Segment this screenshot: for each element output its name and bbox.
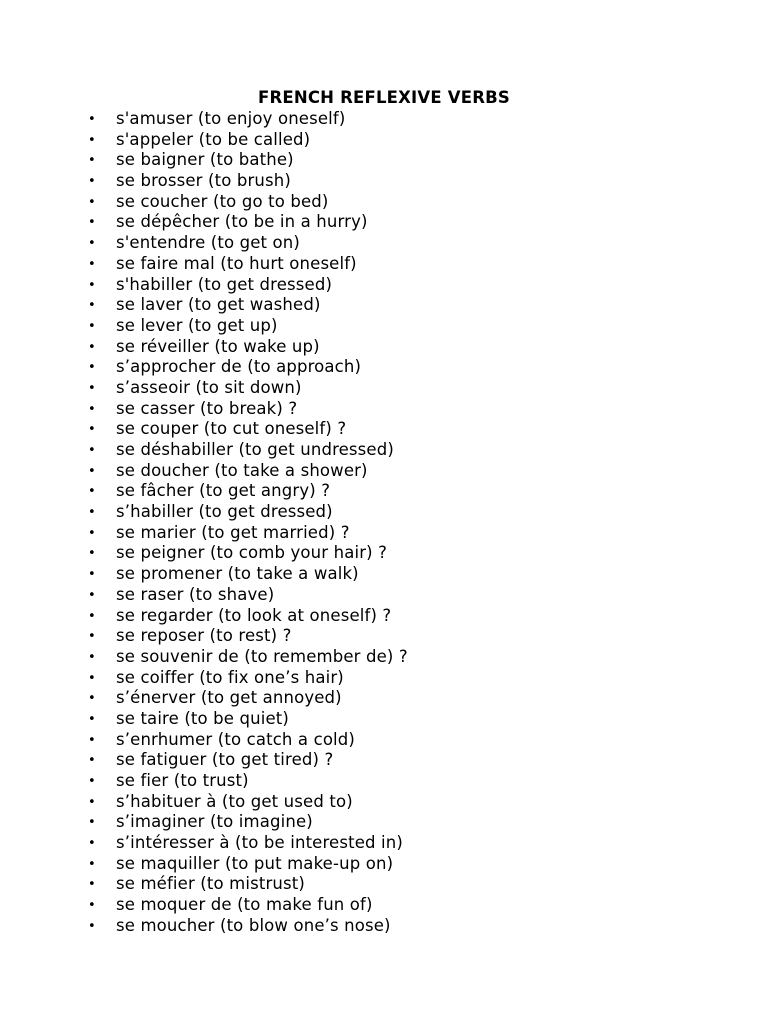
bullet-icon: • xyxy=(88,132,96,148)
bullet-icon: • xyxy=(88,794,96,810)
bullet-icon: • xyxy=(88,380,96,396)
bullet-icon: • xyxy=(88,422,96,438)
verb-text: se réveiller (to wake up) xyxy=(116,336,320,356)
verb-text: se taire (to be quiet) xyxy=(116,708,289,728)
verb-text: se maquiller (to put make-up on) xyxy=(116,853,394,873)
bullet-icon: • xyxy=(88,649,96,665)
bullet-icon: • xyxy=(88,753,96,769)
bullet-icon: • xyxy=(88,360,96,376)
verb-text: s’enrhumer (to catch a cold) xyxy=(116,729,356,749)
bullet-icon: • xyxy=(88,401,96,417)
verb-text: se fier (to trust) xyxy=(116,771,249,790)
verb-text: se laver (to get washed) xyxy=(116,295,321,315)
bullet-icon: • xyxy=(88,836,96,852)
bullet-icon: • xyxy=(88,774,96,789)
verb-text: se méfier (to mistrust) xyxy=(116,874,305,894)
bullet-icon: • xyxy=(88,339,96,355)
bullet-icon: • xyxy=(88,153,96,169)
bullet-icon: • xyxy=(88,505,96,521)
bullet-icon: • xyxy=(88,567,96,583)
bullet-icon: • xyxy=(88,463,96,479)
bullet-icon: • xyxy=(88,298,96,314)
bullet-icon: • xyxy=(88,732,96,748)
verb-text: s’imaginer (to imagine) xyxy=(116,812,313,832)
verb-text: se reposer (to rest) ? xyxy=(116,626,292,646)
bullet-icon: • xyxy=(88,112,96,127)
verb-text: se raser (to shave) xyxy=(116,584,275,604)
verb-text: s'entendre (to get on) xyxy=(116,233,300,253)
bullet-icon: • xyxy=(88,443,96,458)
bullet-icon: • xyxy=(88,856,96,872)
bullet-icon: • xyxy=(88,711,96,727)
bullet-icon: • xyxy=(88,629,96,645)
verb-text: s’énerver (to get annoyed) xyxy=(116,688,342,708)
bullet-icon: • xyxy=(88,608,96,624)
verb-text: s’asseoir (to sit down) xyxy=(116,377,302,397)
verb-text: se regarder (to look at oneself) ? xyxy=(116,605,392,625)
verb-text: se casser (to break) ? xyxy=(116,398,298,418)
verb-text: se marier (to get married) ? xyxy=(116,522,350,542)
verb-text: se déshabiller (to get undressed) xyxy=(116,440,394,459)
verb-text: se doucher (to take a shower) xyxy=(116,460,368,480)
verb-text: s’habituer à (to get used to) xyxy=(116,791,353,811)
verb-text: se lever (to get up) xyxy=(116,315,278,335)
bullet-icon: • xyxy=(88,174,96,190)
verb-text: s'amuser (to enjoy oneself) xyxy=(116,109,346,128)
verb-text: se dépêcher (to be in a hurry) xyxy=(116,212,368,232)
verb-text: se fâcher (to get angry) ? xyxy=(116,481,331,501)
bullet-icon: • xyxy=(88,236,96,252)
bullet-icon: • xyxy=(88,587,96,603)
bullet-icon: • xyxy=(88,256,96,272)
bullet-icon: • xyxy=(88,215,96,231)
bullet-icon: • xyxy=(88,691,96,707)
bullet-icon: • xyxy=(88,277,96,293)
verb-text: s’intéresser à (to be interested in) xyxy=(116,833,403,853)
bullet-icon: • xyxy=(88,918,96,934)
document-title: FRENCH REFLEXIVE VERBS xyxy=(257,88,510,107)
verb-text: s’habiller (to get dressed) xyxy=(116,502,333,522)
verb-text: s’approcher de (to approach) xyxy=(116,357,362,377)
verb-text: se moucher (to blow one’s nose) xyxy=(116,915,391,935)
bullet-icon: • xyxy=(88,318,96,334)
bullet-icon: • xyxy=(88,546,96,562)
verb-text: se souvenir de (to remember de) ? xyxy=(116,646,408,666)
bullet-icon: • xyxy=(88,525,96,541)
bullet-icon: • xyxy=(88,898,96,914)
verb-text: se brosser (to brush) xyxy=(116,171,291,191)
verb-text: s'appeler (to be called) xyxy=(116,129,311,149)
verb-text: se couper (to cut oneself) ? xyxy=(116,419,347,439)
verb-text: se promener (to take a walk) xyxy=(116,564,359,584)
bullet-icon: • xyxy=(88,484,96,500)
verb-text: se moquer de (to make fun of) xyxy=(116,895,373,915)
verb-text: se coucher (to go to bed) xyxy=(116,191,329,211)
verb-text: se peigner (to comb your hair) ? xyxy=(116,543,388,563)
verb-text: se baigner (to bathe) xyxy=(116,150,294,170)
verb-text: se faire mal (to hurt oneself) xyxy=(116,253,357,273)
bullet-icon: • xyxy=(88,670,96,686)
verb-text: s'habiller (to get dressed) xyxy=(116,274,333,294)
verb-text: se fatiguer (to get tired) ? xyxy=(116,750,334,770)
verb-text: se coiffer (to fix one’s hair) xyxy=(116,667,344,687)
bullet-icon: • xyxy=(88,194,96,210)
bullet-icon: • xyxy=(88,877,96,893)
bullet-icon: • xyxy=(88,815,96,831)
